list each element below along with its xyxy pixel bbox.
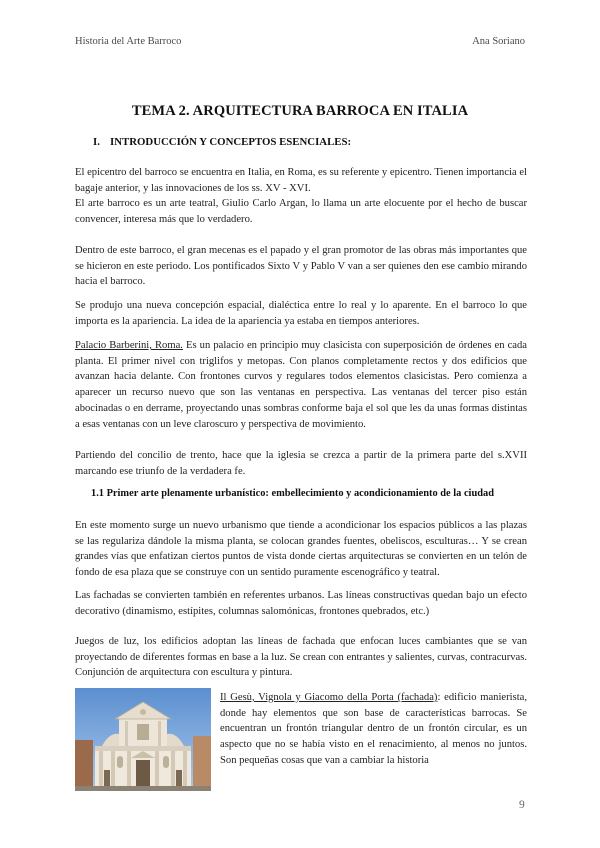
il-gesu-text: : edificio manierista, donde hay elementos que son base de características barrocas. Se encuentran un frontón triangular dentro de un frontón circular, es un aspecto que no se había visto en el renacimiento, al menos no juntos. Son pequeñas cosas que van a cambiar la historia [220,692,528,766]
subsection-heading: 1.1 Primer arte plenamente urbanístico: embellecimiento y acondicionamiento de la ciudad [91,488,494,499]
paragraph-concepcion-espacial: Se produjo una nueva concepción espacial, dialéctica entre lo real y lo aparente. En el barroco lo que importa es la apariencia. La idea de la apariencia ya estaba en tiempos anteriores. [75,300,527,327]
paragraph-palacio-barberini [75,338,527,432]
il-gesu-title: Il Gesù, Vignola y Giacomo della Porta (fachada) [220,692,438,703]
paragraph-il-gesu [220,690,527,769]
palacio-barberini-text: Es un palacio en principio muy clasicista con superposición de órdenes en cada planta. El primer nivel con triglifos y metopas. Con planos completamente rectos y dos edificios que avanzan hacia delante. Con frontones curvos y regulares todos elementos clasicistas. Pero comienza a aparecer un recurso nuevo que son las ventanas en perspectiva. Las ventanas del tercer piso están abocinadas o en derrame, proyectando unas sombras conforme baja el sol que les da unas formas distintas a esas ventanas con un leve claroscuro y perspectiva de movimiento. [75,340,527,430]
paragraph-urbanismo: En este momento surge un nuevo urbanismo que tiende a acondicionar los espacios públicos a las plazas se las regulariza dándole la misma planta, se colocan grandes fuentes, obeliscos, esculturas… Y se crean grandes vías que enfatizan ciertos puntos de vista donde ciertas arquitecturas se convierten en un telón de fondo de esa plaza que se construye con un sentido puramente escenográfico y teatral. [75,520,527,579]
paragraph-epicentro: El epicentro del barroco se encuentra en Italia, en Roma, es su referente y epicentro. Tienen importancia el bagaje anterior, y las innovaciones de los ss. XV - XVI. [75,167,527,194]
page-number: 9 [519,799,525,811]
paragraph-juegos-luz: Juegos de luz, los edificios adoptan las líneas de fachada que enfocan luces cambiantes que se van proyectando de diferentes formas en base a la luz. Se crean con entrantes y salientes, curvas, contracurvas. Conjunción de arquitectura con escultura y pintura. [75,636,527,679]
paragraph-mecenas: Dentro de este barroco, el gran mecenas es el papado y el gran promotor de las obras más importantes que se hicieron en este periodo. Los pontificados Sixto V y Pablo V van a ser quienes den ese cambio mirando hacia el barroco. [75,245,527,288]
paragraph-arte-teatral: El arte barroco es un arte teatral, Giulio Carlo Argan, lo llama un arte elocuente por el hecho de buscar convencer, interesa más que lo verdadero. [75,198,527,225]
section-heading [93,136,351,148]
page-title: TEMA 2. ARQUITECTURA BARROCA EN ITALIA [131,103,469,119]
header-author: Ana Soriano [472,36,525,47]
header-course-title: Historia del Arte Barroco [75,36,182,47]
section-title: INTRODUCCIÓN Y CONCEPTOS ESENCIALES: [110,136,352,148]
section-number: I. [93,136,100,148]
church-facade-illustration [75,688,211,791]
paragraph-concilio-trento: Partiendo del concilio de trento, hace que la iglesia se crezca a partir de la primera parte del s.XVII marcando ese triunfo de la verdadera fe. [75,450,527,477]
palacio-barberini-link-text: Palacio Barberini, Roma. [75,340,183,351]
page-header [75,36,525,50]
paragraph-fachadas: Las fachadas se convierten también en referentes urbanos. Las líneas constructivas quedan bajo un efecto decorativo (dinamismo, estípites, columnas salomónicas, frontones quebrados, etc.) [75,590,527,617]
il-gesu-facade-image [75,688,211,791]
